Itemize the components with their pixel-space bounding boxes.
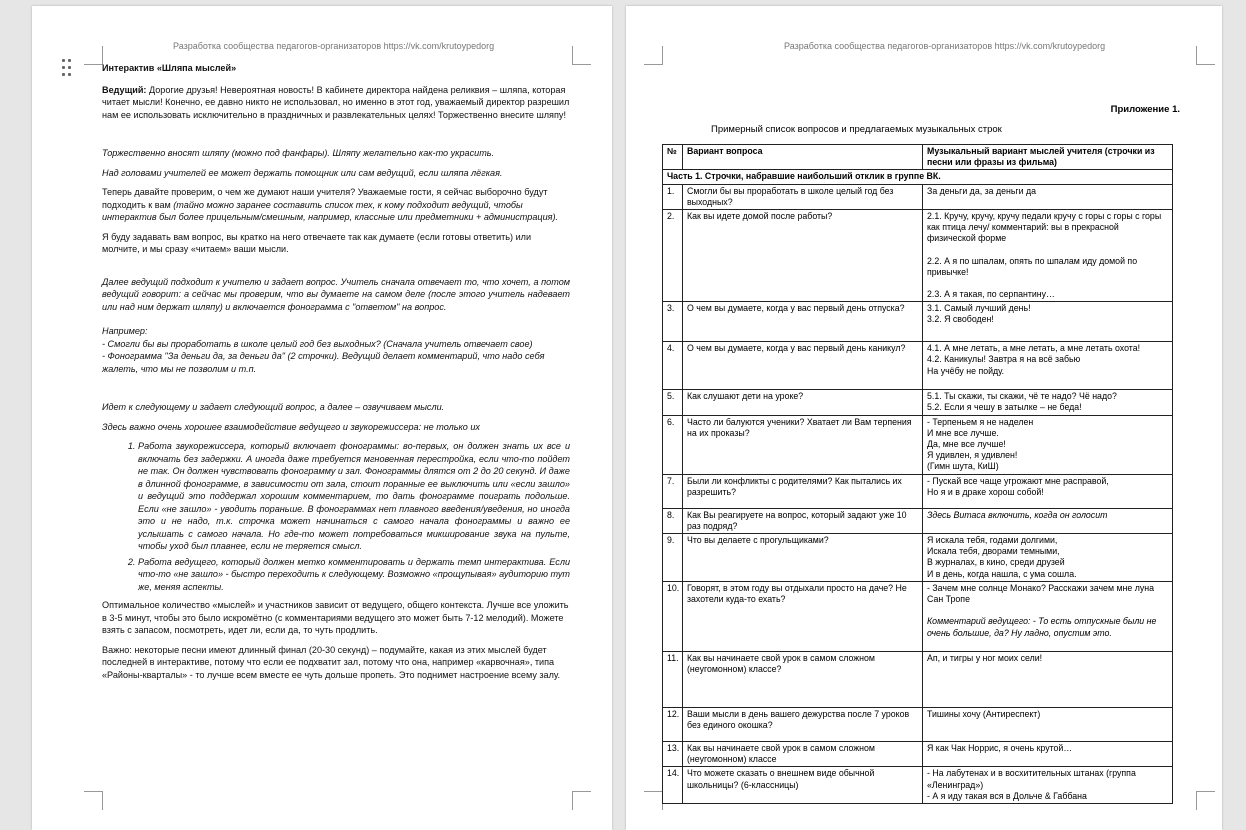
question-cell: Говорят, в этом году вы отдыхали просто на даче? Не захотели куда-то ехать? [683,582,923,652]
answer-line: В журналах, в кино, среди друзей [927,557,1065,568]
answer-line: 4.1. А мне летать, а мне летать, а мне летать охота! [927,343,1141,354]
list-item: 2. Работа ведущего, который должен метко комментировать и держать темп интерактива. Если что-то «не зашло» - быстро переходить к следующему. Возможно «прощупывая» аудиторию тут же, меняя аспекты. [138,556,570,594]
paragraph: Важно: некоторые песни имеют длинный финал (20-30 секунд) – подумайте, какая из этих мыслей будет последней в интерактиве, потому что если ее подхватит зал, потому что она, например «карвочная», типа «Районы-кварталы» - то лучше всем вместе ее чуть дольше пропеть. Это поднимет настроение всему залу. [102,644,561,680]
paragraph: Оптимальное количество «мыслей» и участников зависит от ведущего, общего контекста. Лучше все уложить в 3-5 минут, чтобы это было искромётно (с комментариями ведущего это может быть 7-12 мелодий). Можете взять с запасом, посмотреть, идет ли, если да, то чуть продлить. [102,600,569,635]
table-row [663,742,1173,767]
answer-cell [923,210,1173,302]
table-section-row [663,170,1173,184]
table-row [663,767,1173,804]
paragraph: Идет к следующему и задает следующий вопрос, а далее – озвучиваем мысли. [102,402,445,412]
paragraph: Теперь давайте проверим, о чем же думают наши учителя? Уважаемые гости, я сейчас выборочно будут подходить к вам (тайно можно заранее составить список тех, к кому подходит ведущий, чтобы интерактив был более прицельным/смешным, например, классные или предметники + администрация). [102,187,559,222]
answer-line: Я как Чак Норрис, я очень крутой… [927,743,1073,754]
answer-line: (Гимн шута, КиШ) [927,461,999,472]
table-row [663,582,1173,652]
answer-line: И мне все лучше. [927,427,999,438]
answer-cell [923,582,1173,652]
question-cell: Смогли бы вы проработать в школе целый год без выходных? [683,184,923,209]
paragraph: Здесь важно очень хорошее взаимодействие ведущего и звукорежиссера: не только их [102,421,480,432]
table-row [663,708,1173,742]
crop-mark [644,791,663,810]
row-number: 9. [663,534,683,582]
answer-line: Да, мне все лучше! [927,439,1006,450]
answer-line: 2.1. Кручу, кручу, кручу педали кручу с горы с горы с горы как птица лечу/ комментарий: вы в прекрасной физической форме [927,211,1162,244]
answer-cell [923,508,1173,533]
table-row [663,390,1173,415]
answer-line: И в день, когда нашла, с ума сошла. [927,568,1077,579]
answer-line: - Зачем мне солнце Монако? Расскажи зачем мне луна Сан Тропе [927,583,1154,605]
column-header: Вариант вопроса [683,145,923,170]
crop-mark [1196,791,1215,810]
row-number: 2. [663,210,683,302]
page-header: Разработка сообщества педагогов-организаторов https://vk.com/krutoypedorg [784,41,1106,51]
stage-direction: Торжественно вносят шляпу (можно под фанфары). Шляпу желательно как-то украсить. [102,148,495,158]
answer-line: - А я иду такая вся в Дольче & Габбана [927,790,1087,801]
answer-line: Комментарий ведущего: - То есть отпускные были не очень большие, да? Ну ладно, опустим это. [927,616,1157,638]
answer-line: Искала тебя, дворами темными, [927,546,1060,557]
answer-line: 2.3. А я такая, по серпантину… [927,289,1055,300]
paragraph: Я буду задавать вам вопрос, вы кратко на него отвечаете так как думаете (если готовы ответить) или молчите, и мы сразу «читаем» ваши мысли. [102,231,532,254]
answer-cell [923,708,1173,742]
table-row [663,652,1173,708]
document-page-right [626,6,1222,830]
answer-line: 3.1. Самый лучший день! [927,303,1031,314]
answer-line: Здесь Витаса включить, когда он голосит [927,509,1108,520]
question-cell: Что можете сказать о внешнем виде обычной школьницы? (6-классницы) [683,767,923,804]
question-cell: Были ли конфликты с родителями? Как пытались их разрешить? [683,474,923,508]
question-cell: Ваши мысли в день вашего дежурства после 7 уроков без единого окошка? [683,708,923,742]
answer-line: 3.2. Я свободен! [927,314,994,325]
question-cell: Как вы начинаете свой урок в самом сложном (неугомонном) классе? [683,652,923,708]
row-number: 6. [663,415,683,474]
answer-line [927,245,1168,256]
example-item: - Фонограмма "За деньги да, за деньги да" (2 строчки). Ведущий делает комментарий, что надо себя жалеть, что мы не позволим и т.п. [102,351,545,374]
left-page-content[interactable] [102,62,570,688]
crop-mark [572,46,591,65]
row-number: 4. [663,342,683,390]
row-number: 12. [663,708,683,742]
document-page-left [32,6,612,830]
table-row [663,184,1173,209]
answer-line: Я искала тебя, годами долгими, [927,535,1058,546]
answer-cell [923,184,1173,209]
answer-cell [923,534,1173,582]
row-number: 8. [663,508,683,533]
row-number: 3. [663,302,683,342]
question-cell: Как слушают дети на уроке? [683,390,923,415]
stage-direction: Над головами учителей ее может держать помощник или сам ведущий, если шляпа лёгкая. [102,167,503,178]
table-row [663,210,1173,302]
example-label: Например: [102,326,148,336]
answer-line: - На лабутенах и в восхитительных штанах (группа «Ленинград») [927,768,1136,790]
questions-table[interactable] [662,144,1173,804]
row-number: 10. [663,582,683,652]
section-title: Часть 1. Строчки, набравшие наибольший отклик в группе ВК. [663,170,1173,184]
question-cell: Как вы идете домой после работы? [683,210,923,302]
crop-mark [1196,46,1215,65]
answer-cell [923,767,1173,804]
row-number: 7. [663,474,683,508]
answer-line: - Терпеньем я не наделен [927,416,1034,427]
row-number: 11. [663,652,683,708]
drag-handle-icon[interactable] [62,59,74,81]
question-cell: Что вы делаете с прогульщиками? [683,534,923,582]
answer-line [927,278,1168,289]
answer-line: На учёбу не пойду. [927,365,1005,376]
answer-line: За деньги да, за деньги да [927,185,1037,196]
table-row [663,342,1173,390]
answer-cell [923,302,1173,342]
column-header: Музыкальный вариант мыслей учителя (строчки из песни или фразы из фильма) [923,145,1173,170]
answer-line: 2.2. А я по шпалам, опять по шпалам иду домой по привычке! [927,255,1138,277]
table-row [663,534,1173,582]
row-number: 5. [663,390,683,415]
table-row [663,302,1173,342]
answer-cell [923,474,1173,508]
answer-cell [923,415,1173,474]
crop-mark [572,791,591,810]
table-header-row [663,145,1173,170]
example-item: - Смогли бы вы проработать в школе целый год без выходных? (Сначала учитель отвечает свое) [102,338,533,349]
answer-line: Тишины хочу (Антиреспект) [927,709,1041,720]
question-cell: Часто ли балуются ученики? Хватает ли Вам терпения на их проказы? [683,415,923,474]
page-header: Разработка сообщества педагогов-организаторов https://vk.com/krutoypedorg [173,41,495,51]
question-cell: Как Вы реагируете на вопрос, который задают уже 10 раз подряд? [683,508,923,533]
answer-cell [923,342,1173,390]
answer-line: Я удивлен, я удивлен! [927,450,1018,461]
answer-line: 5.2. Если я чешу в затылке – не беда! [927,402,1082,413]
answer-line: 4.2. Каникулы! Завтра я на всё забью [927,354,1081,365]
answer-cell [923,390,1173,415]
crop-mark [84,46,103,65]
document-title: Интерактив «Шляпа мыслей» [102,63,237,73]
column-header: № [663,145,683,170]
host-intro: Ведущий: Дорогие друзья! Невероятная новость! В кабинете директора найдена реликвия – шляпа, которая читает мысли! Конечно, ее давно никто не использовал, но именно в этот год, уважаемый директор разрешил нам ее использовать исключительно в праздничных и развлекательных целях! Торжественно внесите шляпу! [102,84,570,120]
annex-title: Приложение 1. [1110,104,1180,115]
row-number: 1. [663,184,683,209]
answer-cell [923,652,1173,708]
answer-line: Ап, и тигры у ног моих сели! [927,653,1043,664]
answer-line: - Пускай все чаще угрожают мне расправой, [927,475,1109,486]
table-row [663,415,1173,474]
table-row [663,474,1173,508]
row-number: 13. [663,742,683,767]
question-cell: О чем вы думаете, когда у вас первый день каникул? [683,342,923,390]
question-cell: О чем вы думаете, когда у вас первый день отпуска? [683,302,923,342]
table-row [663,508,1173,533]
list-item: 1. Работа звукорежиссера, который включает фонограммы: во-первых, он должен знать их все и включать без задержки. А иногда даже требуется мгновенная перестройка, если что-то пойдет не так. Он должен чувствовать фонограмму и зал. Фонограммы длятся от 2 до 20 секунд. И даже в длинной фонограмме, в зависимости от зала, стоит поранные ее выключить или «если зашло» и ведущий это поддержал хорошим комментарием, то дать фонограмме поиграть подольше. Если «не зашло» - уводить пораньше. В фонограммах нет плавного введения/уведения, но иногда это и не надо, т.к. строчка может начинаться с самого начала фонограммы и важно ее услышать с самого начала. Но где-то может потребоваться микширование звука на пульте, чтобы уход был плавнее, если не теряется смысл. [138,440,570,553]
numbered-list [102,440,570,593]
question-cell: Как вы начинаете свой урок в самом сложном (неугомонном) классе [683,742,923,767]
answer-line: 5.1. Ты скажи, ты скажи, чё те надо? Чё надо? [927,391,1117,402]
paragraph: Далее ведущий подходит к учителю и задает вопрос. Учитель сначала отвечает то, что хочет, а потом ведущий говорит: а сейчас мы проверим, что вы думаете на самом деле (после этого учитель надевает или над ним держат шляпу) и включается фонограмма с "ответом" на вопрос. [102,276,570,312]
table-caption: Примерный список вопросов и предлагаемых музыкальных строк [711,124,1002,135]
answer-line [927,605,1168,616]
answer-cell [923,742,1173,767]
row-number: 14. [663,767,683,804]
crop-mark [644,46,663,65]
answer-line: Но я и в драке хорош собой! [927,486,1044,497]
crop-mark [84,791,103,810]
